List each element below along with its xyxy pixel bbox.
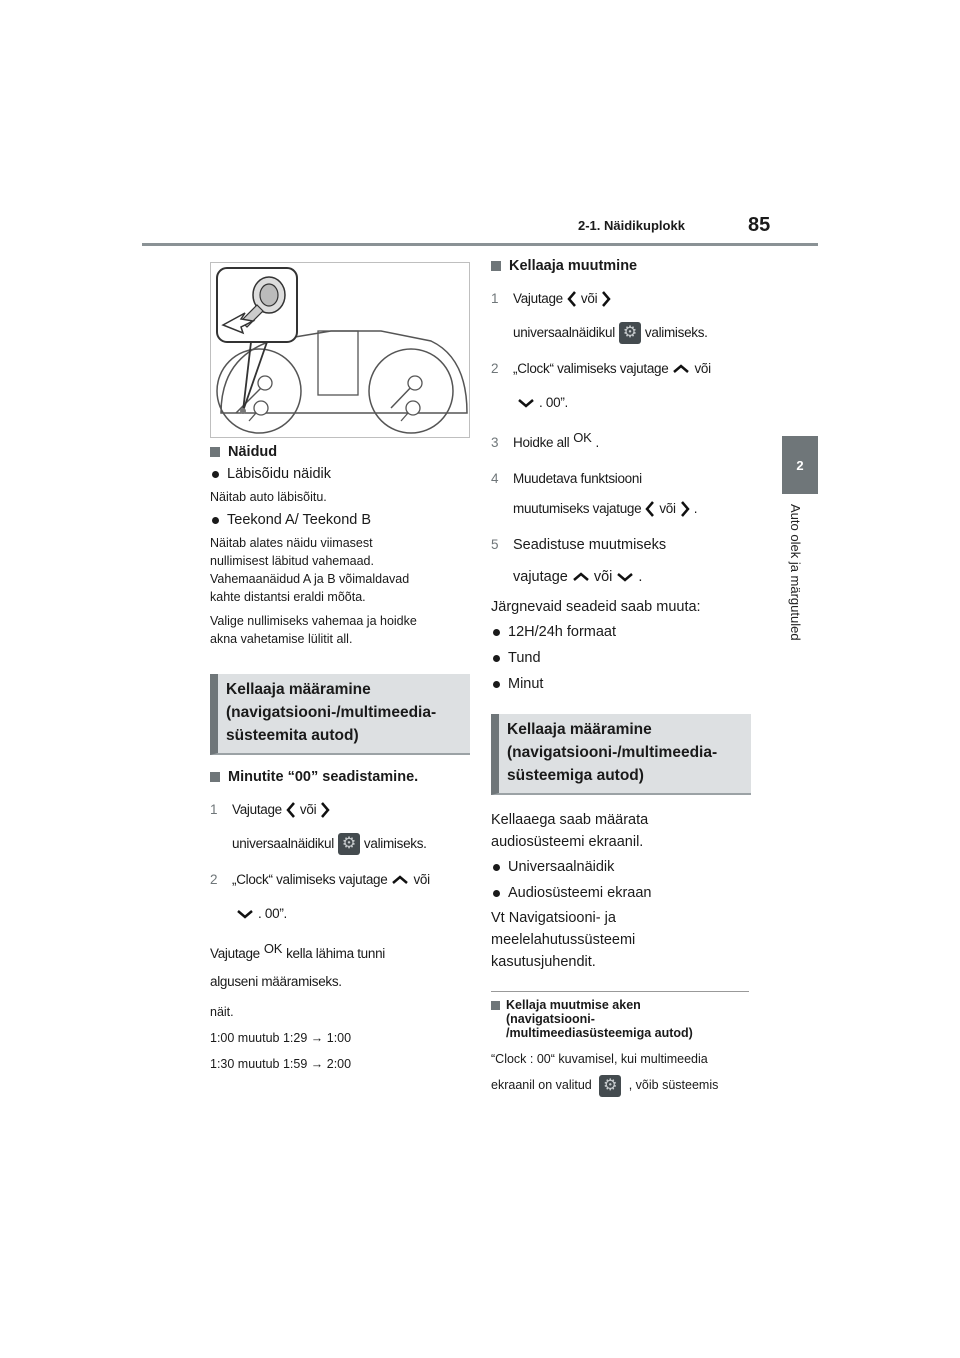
labisoit-text: Näitab auto läbisõitu. xyxy=(210,490,327,504)
valige-text: Valige nullimiseks vahemaa ja hoidke akna vahetamise lülitit all. xyxy=(210,614,417,646)
chevron-right-icon xyxy=(680,500,690,518)
section-title: 2-1. Näidikuplokk xyxy=(578,218,685,233)
chevron-left-icon xyxy=(567,290,577,308)
jargnevad-text: Järgnevaid seadeid saab muuta: xyxy=(491,599,701,615)
example-1: 1:00 muutub 1:29 → 1:00 xyxy=(210,1031,352,1045)
right-step-1-cont: universaalnäidikul ⚙ valimiseks. xyxy=(491,322,751,344)
chevron-right-icon xyxy=(601,290,611,308)
chapter-title: Auto olek ja märgutuled xyxy=(788,504,803,641)
right-step-4: 4 Muudetava funktsiooni xyxy=(491,471,642,486)
note-body: “Clock : 00“ kuvamisel, kui multimeedia ekraanil on valitud ⚙ , võib süsteemis xyxy=(491,1046,751,1098)
page-number: 85 xyxy=(748,214,771,236)
bullet-icon xyxy=(493,864,500,871)
gear-icon xyxy=(338,833,360,855)
minutite-heading: Minutite “00” seadistamine. xyxy=(210,769,470,785)
section-box-without-nav: Kellaaja määramine (navigatsiooni-/multimeedia- süsteemita autod) xyxy=(210,674,470,755)
example-label: näit. xyxy=(210,1005,234,1019)
square-bullet-icon xyxy=(210,447,220,457)
option-tund: Tund xyxy=(491,650,751,666)
header-divider xyxy=(142,243,818,246)
gear-icon xyxy=(619,322,641,344)
chevron-left-icon xyxy=(645,500,655,518)
right-step-2: 2 „Clock“ valimiseks vajutage või xyxy=(491,361,711,376)
left-step-2-cont: . 00”. xyxy=(210,903,470,925)
kellaaega-text: Kellaaega saab määrata audiosüsteemi ekraanil. xyxy=(491,812,649,850)
chevron-left-icon xyxy=(286,801,296,819)
right-step-5-cont: vajutage või . xyxy=(513,569,643,585)
labisoit-item: Läbisõidu näidik xyxy=(210,466,470,482)
chevron-down-icon xyxy=(616,572,634,582)
source-audio: Audiosüsteemi ekraan xyxy=(491,885,751,901)
right-column xyxy=(491,254,751,1098)
right-step-2-cont: . 00”. xyxy=(491,392,751,414)
bullet-icon xyxy=(493,655,500,662)
bullet-icon xyxy=(493,681,500,688)
chevron-up-icon xyxy=(572,572,590,582)
note-divider xyxy=(491,991,749,992)
section-box-with-nav: Kellaaja määramine (navigatsiooni-/multimeedia- süsteemiga autod) xyxy=(491,714,751,795)
chevron-right-icon xyxy=(320,801,330,819)
left-column xyxy=(210,262,470,1077)
right-step-5: 5 Seadistuse muutmiseks xyxy=(491,537,667,553)
square-bullet-icon xyxy=(210,772,220,782)
option-minut: Minut xyxy=(491,676,751,692)
example-2: 1:30 muutub 1:59 → 2:00 xyxy=(210,1057,352,1071)
bullet-icon xyxy=(493,890,500,897)
vt-text: Vt Navigatsiooni- ja meelelahutussüsteemi kasutusjuhendit. xyxy=(491,910,636,970)
bullet-icon xyxy=(493,629,500,636)
chevron-up-icon xyxy=(391,875,409,885)
bullet-icon xyxy=(212,517,219,524)
teekond-item: Teekond A/ Teekond B xyxy=(210,512,470,528)
ok-button-label: OK xyxy=(573,430,592,445)
press-ok-line: Vajutage OK kella lähima tunni xyxy=(210,943,470,965)
note-title: Kellaja muutmise aken (navigatsiooni- /multimeediasüsteemiga autod) xyxy=(491,998,751,1040)
cluster-drawing xyxy=(211,263,469,437)
right-step-1: 1 Vajutage või xyxy=(491,288,751,310)
option-format: 12H/24h formaat xyxy=(491,624,751,640)
square-bullet-icon xyxy=(491,1001,500,1010)
ok-button-label: OK xyxy=(263,941,283,956)
gear-icon xyxy=(599,1075,621,1097)
chevron-down-icon xyxy=(517,398,535,408)
source-universal: Universaalnäidik xyxy=(491,859,751,875)
right-step-4-cont: muutumiseks vajatuge või . xyxy=(513,501,698,516)
teekond-text: Näitab alates näidu viimasest nullimisest läbitud vahemaad. Vahemaanäidud A ja B võimaldavad kahte distantsi eraldi mõõta. xyxy=(210,536,410,604)
chevron-up-icon xyxy=(672,364,690,374)
chevron-down-icon xyxy=(236,909,254,919)
left-step-1-cont: universaalnäidikul ⚙ valimiseks. xyxy=(210,833,470,855)
left-step-2: 2 „Clock“ valimiseks vajutage või xyxy=(210,872,430,887)
press-ok-line-2: alguseni määramiseks. xyxy=(210,974,342,989)
left-step-1: 1 Vajutage või xyxy=(210,799,470,821)
chapter-tab: 2 xyxy=(782,436,818,494)
muutmine-heading: Kellaaja muutmine xyxy=(491,258,751,274)
bullet-icon xyxy=(212,471,219,478)
right-step-3: 3 Hoidke all OK . xyxy=(491,432,751,454)
naidud-heading: Näidud xyxy=(210,444,470,460)
square-bullet-icon xyxy=(491,261,501,271)
instrument-cluster-illustration xyxy=(210,262,470,438)
